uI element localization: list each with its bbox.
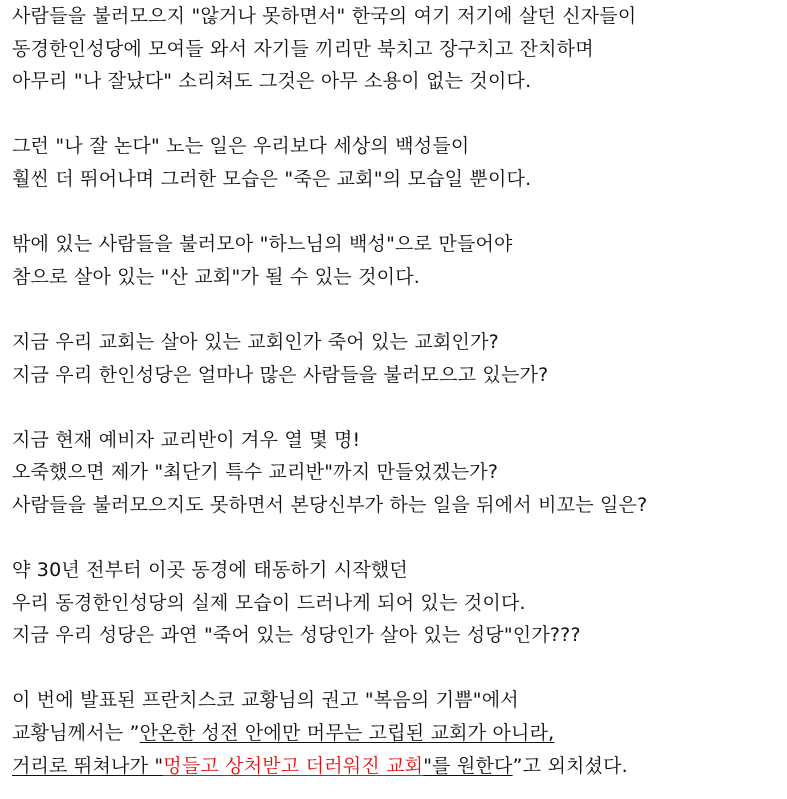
highlighted-phrase: 멍들고 상처받고 더러워진 교회 [163, 754, 424, 777]
paragraph-1 [12, 0, 782, 98]
document-body [12, 0, 782, 782]
text-line: 동경한인성당에 모여들 와서 자기들 끼리만 북치고 장구치고 잔치하며 [12, 37, 594, 60]
text-line: 그런 "나 잘 논다" 노는 일은 우리보다 세상의 백성들이 [12, 135, 470, 158]
paragraph-spacer [12, 98, 782, 131]
paragraph-spacer [12, 652, 782, 685]
paragraph-6 [12, 554, 782, 652]
paragraph-final [12, 684, 782, 782]
paragraph-spacer [12, 522, 782, 555]
text-line: 지금 우리 한인성당은 얼마나 많은 사람들을 불러모으고 있는가? [12, 363, 549, 386]
text-line: 아무리 "나 잘났다" 소리쳐도 그것은 아무 소용이 없는 것이다. [12, 70, 532, 93]
text-line: 지금 우리 교회는 살아 있는 교회인가 죽어 있는 교회인가? [12, 330, 499, 353]
text-line: 이 번에 발표된 프란치스코 교황님의 권고 "복음의 기쁨"에서 [12, 689, 519, 712]
paragraph-5 [12, 424, 782, 522]
paragraph-spacer [12, 391, 782, 424]
underlined-quote: 안온한 성전 안에만 머무는 고립된 교회가 아니라, [139, 722, 555, 745]
text-line: 밖에 있는 사람들을 불러모아 "하느님의 백성"으로 만들어야 [12, 233, 513, 256]
paragraph-spacer [12, 196, 782, 229]
text-line: 사람들을 불러모으지도 못하면서 본당신부가 하는 일을 뒤에서 비꼬는 일은? [12, 493, 648, 516]
text-line: 참으로 살아 있는 "산 교회"가 될 수 있는 것이다. [12, 265, 421, 288]
text-line: 훨씬 더 뛰어나며 그러한 모습은 "죽은 교회"의 모습일 뿐이다. [12, 167, 532, 190]
paragraph-2 [12, 130, 782, 195]
text-line: 오죽했으면 제가 "최단기 특수 교리반"까지 만들었겠는가? [12, 461, 499, 484]
text-line [12, 750, 782, 783]
paragraph-4 [12, 326, 782, 391]
text-line: 지금 우리 성당은 과연 "죽어 있는 성당인가 살아 있는 성당"인가??? [12, 624, 581, 647]
underlined-quote: "를 원한다 [423, 754, 513, 777]
text-line [12, 717, 782, 750]
text-line: 약 30년 전부터 이곳 동경에 태동하기 시작했던 [12, 559, 408, 582]
text-line: 지금 현재 예비자 교리반이 겨우 열 몇 명! [12, 428, 361, 451]
underlined-quote: 거리로 뛰쳐나가 " [12, 754, 164, 777]
text-span: 교황님께서는 ” [12, 722, 140, 745]
text-line: 사람들을 불러모으지 "않거나 못하면서" 한국의 여기 저기에 살던 신자들이 [12, 5, 637, 27]
paragraph-spacer [12, 293, 782, 326]
text-span: ”고 외치셨다. [512, 754, 628, 777]
paragraph-3 [12, 228, 782, 293]
text-line: 우리 동경한인성당의 실제 모습이 드러나게 되어 있는 것이다. [12, 591, 526, 614]
